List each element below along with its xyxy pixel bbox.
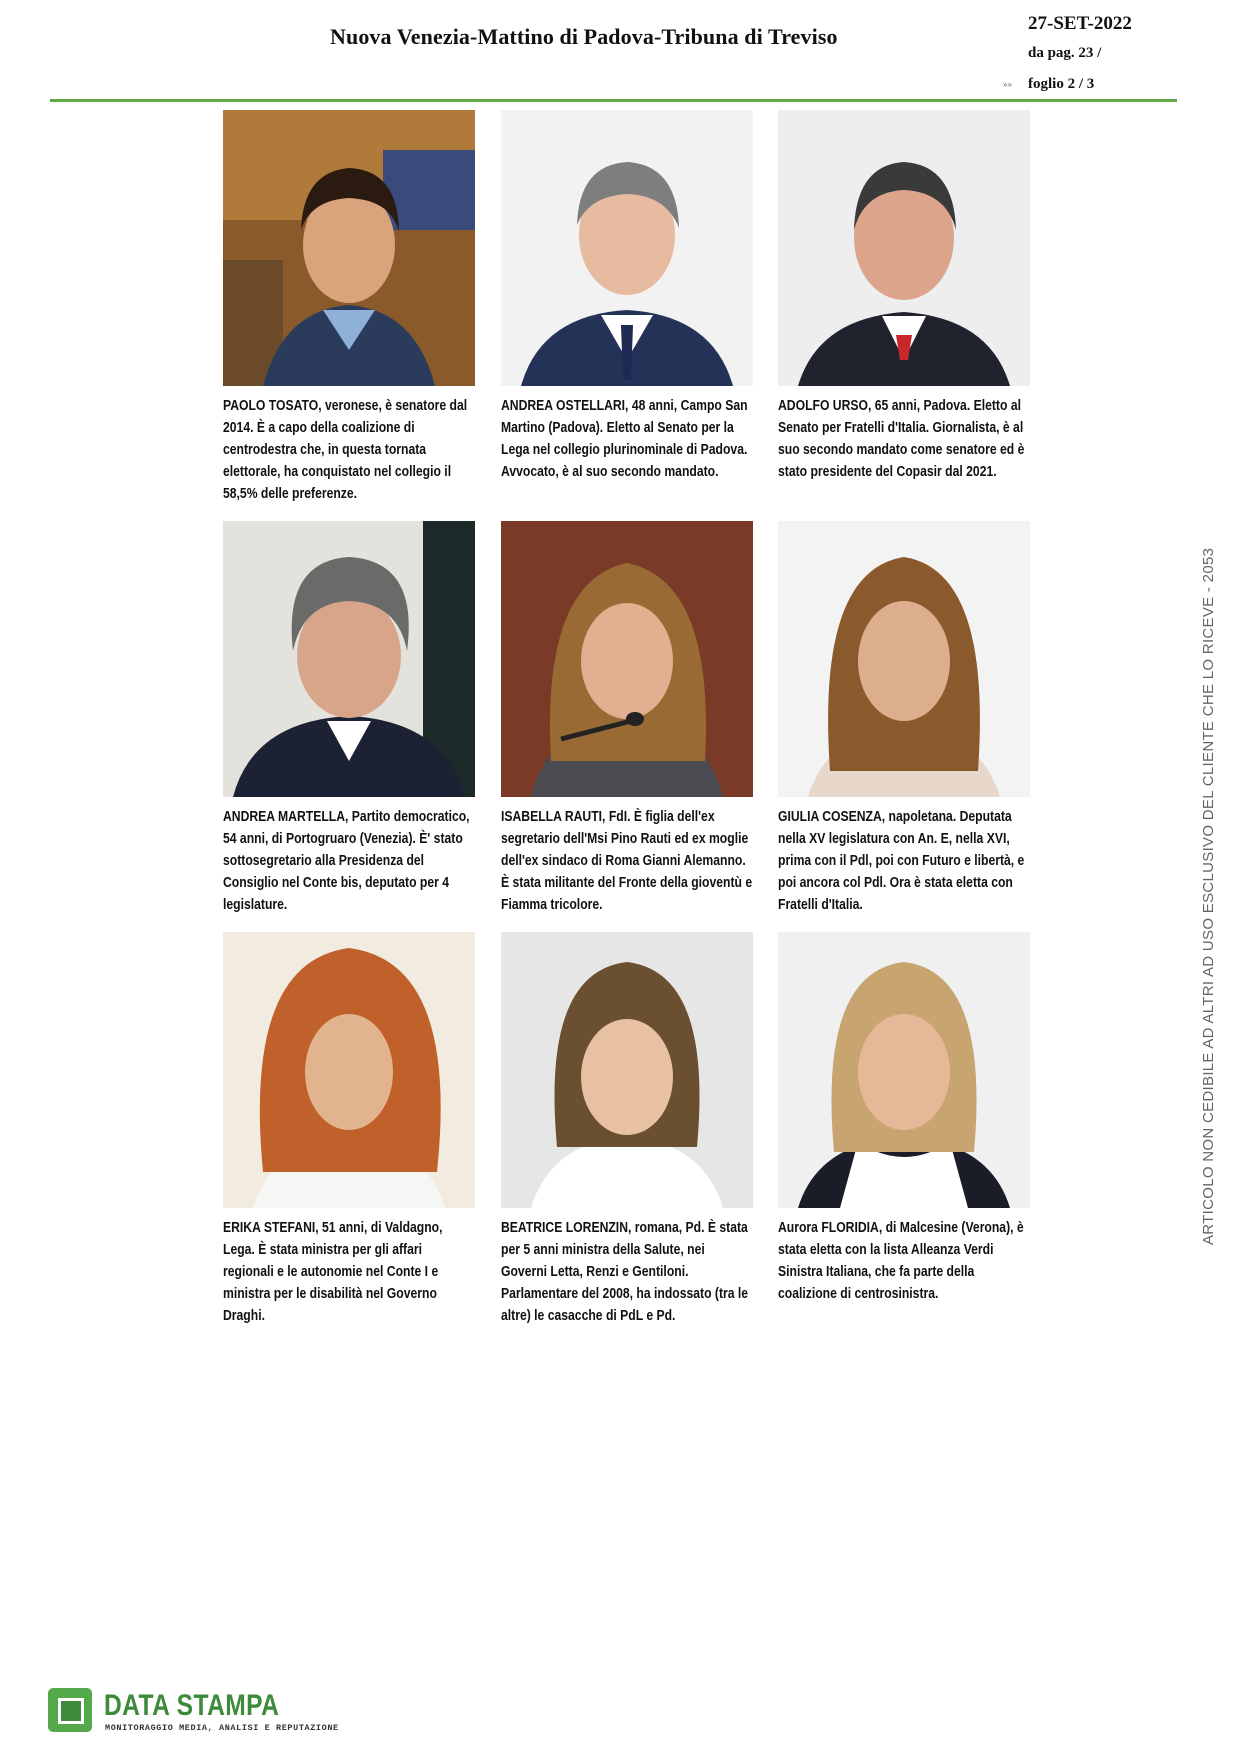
portrait-image (501, 932, 753, 1208)
profile-name: Aurora FLORIDIA (778, 1220, 879, 1236)
profile-text: , 51 anni, di Valdagno, Lega. È stata ministra per gli affari regionali e le autonomie nel Conte I e ministra per le disabilità nel Governo Draghi. (223, 1220, 443, 1324)
portrait-image (223, 932, 475, 1208)
profile-text: , Partito democratico, 54 anni, di Portogruaro (Venezia). È' stato sottosegretario alla Presidenza del Consiglio nel Conte bis, deputato per 4 legislature. (223, 809, 470, 913)
portrait-image (778, 932, 1030, 1208)
portrait-image (223, 521, 475, 797)
profile-card (223, 932, 475, 1327)
data-stampa-logo (48, 1688, 348, 1736)
profile-caption (501, 806, 753, 916)
profile-text: , di Malcesine (Verona), è stata eletta con la lista Alleanza Verdi Sinistra Italiana, che fa parte della coalizione di centrosinistra. (778, 1220, 1024, 1302)
profile-text: , veronese, è senatore dal 2014. È a capo della coalizione di centrodestra che, in questa tornata elettorale, ha conquistato nel collegio il 58,5% delle preferenze. (223, 398, 468, 502)
publication-title: Nuova Venezia-Mattino di Padova-Tribuna di Treviso (330, 24, 838, 49)
profile-photo (778, 110, 1030, 386)
logo-tagline: MONITORAGGIO MEDIA, ANALISI E REPUTAZIONE (105, 1723, 339, 1733)
profile-name: ANDREA OSTELLARI (501, 398, 626, 414)
portrait-image (223, 110, 475, 386)
profile-caption (501, 1217, 753, 1327)
profile-caption (778, 395, 1030, 483)
profile-card (501, 932, 753, 1327)
profile-name: GIULIA COSENZA (778, 809, 882, 825)
profile-card (501, 521, 753, 916)
portrait-image (778, 110, 1030, 386)
profile-name: ADOLFO URSO (778, 398, 868, 414)
sheet-number: foglio 2 / 3 (1028, 76, 1095, 92)
portrait-image (778, 521, 1030, 797)
portrait-image (501, 110, 753, 386)
profile-photo (778, 932, 1030, 1208)
profile-text: , FdI. È figlia dell'ex segretario dell'Msi Pino Rauti ed ex moglie dell'ex sindaco di Roma Gianni Alemanno. È stata militante del Fronte della gioventù e Fiamma tricolore. (501, 809, 753, 913)
profile-card (778, 521, 1030, 916)
profile-card (223, 521, 475, 916)
profile-text: , 65 anni, Padova. Eletto al Senato per Fratelli d'Italia. Giornalista, è al suo secondo mandato come senatore ed è stato presidente del Copasir dal 2021. (778, 398, 1025, 480)
profile-photo (778, 521, 1030, 797)
profile-photo (223, 521, 475, 797)
profile-name: BEATRICE LORENZIN (501, 1220, 628, 1236)
profile-text: , romana, Pd. È stata per 5 anni ministra della Salute, nei Governi Letta, Renzi e Gentiloni. Parlamentare del 2008, ha indossato (tra le altre) le casacche di PdL e Pd. (501, 1220, 749, 1324)
profile-caption (223, 1217, 475, 1327)
profile-name: ERIKA STEFANI (223, 1220, 316, 1236)
logo-name: DATA STAMPA (104, 1689, 280, 1722)
profile-photo (501, 932, 753, 1208)
profile-text: , 48 anni, Campo San Martino (Padova). Eletto al Senato per la Lega nel collegio plurinominale di Padova. Avvocato, è al suo secondo mandato. (501, 398, 748, 480)
profile-card (778, 110, 1030, 483)
profile-card (223, 110, 475, 505)
profile-name: PAOLO TOSATO (223, 398, 319, 414)
profile-caption (501, 395, 753, 483)
page-reference: da pag. 23 / (1028, 45, 1102, 61)
profile-name: ANDREA MARTELLA (223, 809, 346, 825)
profile-card (501, 110, 753, 483)
profile-text: , napoletana. Deputata nella XV legislatura con An. E, nella XVI, prima con il Pdl, poi con Futuro e libertà, e poi ancora col Pdl. Ora è stata eletta con Fratelli d'Italia. (778, 809, 1025, 913)
copyright-side-note: ARTICOLO NON CEDIBILE AD ALTRI AD USO ESCLUSIVO DEL CLIENTE CHE LO RICEVE - 2053 (1200, 547, 1217, 1245)
profile-name: ISABELLA RAUTI (501, 809, 603, 825)
sheet-marker: »» (1003, 80, 1012, 89)
profile-photo (223, 932, 475, 1208)
profile-caption (778, 806, 1030, 916)
profile-photo (501, 521, 753, 797)
logo-square-icon (48, 1688, 92, 1732)
profile-photo (223, 110, 475, 386)
profile-caption (223, 395, 475, 505)
profile-caption (778, 1217, 1030, 1305)
portrait-image (501, 521, 753, 797)
profile-caption (223, 806, 475, 916)
publication-date: 27-SET-2022 (1028, 13, 1132, 34)
header-divider (50, 99, 1177, 102)
profile-card (778, 932, 1030, 1305)
profile-photo (501, 110, 753, 386)
